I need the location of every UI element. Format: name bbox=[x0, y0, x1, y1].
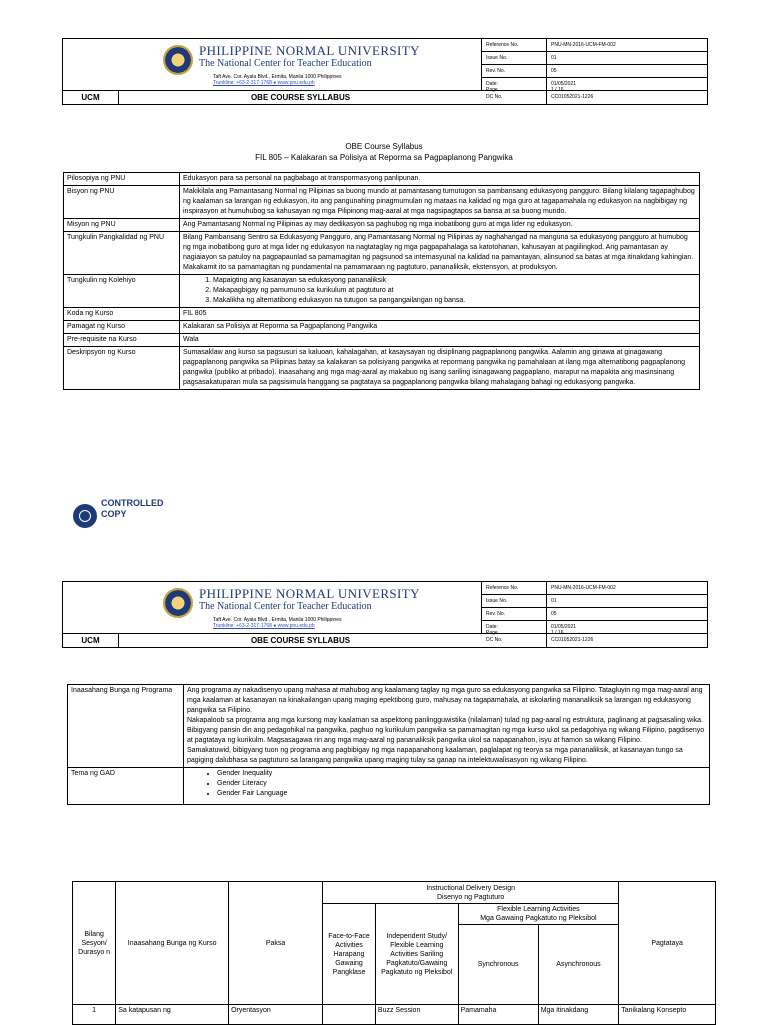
university-subtitle: The National Center for Teacher Education bbox=[199, 58, 372, 69]
meta-row: Reference No. PNU-MN-2016-UCM-FM-002 bbox=[482, 39, 707, 52]
program-table bbox=[67, 684, 710, 805]
gad-list: • Gender Inequality • Gender Literacy • Gender Fair Language bbox=[187, 769, 706, 799]
meta-row: Rev. No. 05 bbox=[482, 65, 707, 78]
table-row: Pilosopiya ng PNU Edukasyon para sa personal na pagbabago at transpormasyong panlipunan. bbox=[64, 173, 700, 186]
page-label: Page bbox=[486, 87, 498, 93]
stamp-seal-icon bbox=[73, 504, 97, 528]
table-row: Tungkulin Pangkalidad ng PNU Bilang Pambansang Sentro sa Edukasyong Pangguro, ang Pamantasang Normal ng Pilipinas ay naghahangad na manguna sa edukasyong pangguro at humubog ng mga inobatibong guro at mga lider ng edukasyon na nagtataglay ng mga pagpapahalaga sa katotohanan, kahusayan at pagiilingkod. Ang pamantasan ay nagiaiayon sa patuloy na pagpapaunlad sa pamamagitan ng pagsunod sa internasyunal na kalidad na pamantayan, alinsunod sa batas at mga itinakdang kahingian. Makakamit ito sa pamamagitan ng pundamental na pamamaraan ng pagtuturo, pananaliksik, ekstensyon, at produksyon. bbox=[64, 232, 700, 275]
ucm-label: UCM bbox=[63, 91, 119, 104]
syllabus-label: OBE COURSE SYLLABUS bbox=[250, 93, 351, 102]
table-row: Misyon ng PNU Ang Pamantasang Normal ng Pilipinas ay may dedikasyon sa paghubog ng mga inobatibong guro at mga lider ng edukasyon. bbox=[64, 219, 700, 232]
document-meta bbox=[482, 39, 707, 104]
university-contact-link[interactable]: Trunkline: +63-2-317-1768 ● www.pnu.edu.ph bbox=[213, 80, 315, 86]
table-row: Bisyon ng PNU Makikilala ang Pamantasang Normal ng Pilipinas sa buong mundo at pamantasang tumutugon sa pambansang edukasyong pangguro. Bilang kilalang tagapaghubog ng kaalaman sa larangan ng edukasyon, ito ang pangunahing pinagmumulan ng mataas na kalidad ng mga guro at tagapamahala ng edukasyon na nagbibigay ng inspirasyon at humuhubog sa kahusayan ng mga Pilipinong mag-aaral at mga nagsipagtapos sa bansa at sa buong mundo. bbox=[64, 186, 700, 219]
header-label-row bbox=[63, 90, 482, 104]
table-row: Pre-requisite na Kurso Wala bbox=[64, 334, 700, 347]
table-row: Koda ng Kurso FIL 805 bbox=[64, 308, 700, 321]
university-name: PHILIPPINE NORMAL UNIVERSITY bbox=[199, 43, 420, 58]
university-seal-icon bbox=[163, 588, 193, 618]
document-header-page2: PHILIPPINE NORMAL UNIVERSITY The National Center for Teacher Education Taft Ave. Cor. Ayala Blvd., Ermita, Manila 1000 Philippines Trunkline: +63-2-317-1768 ● www.pnu.edu.ph UCM OBE COURSE SYLLABUS Reference No. PNU-MN-2016-UCM-FM-002 Issue No. 01 Rev. No. 05 Date: 01/05/2021 1 / 16 Page DC No. CC01052021-1226 bbox=[62, 581, 708, 648]
university-seal-icon bbox=[163, 45, 193, 75]
page-number: 1 / 16 bbox=[551, 87, 564, 93]
meta-row: Issue No. 01 bbox=[482, 52, 707, 65]
university-address: Taft Ave. Cor. Ayala Blvd., Ermita, Manila 1000 Philippines Trunkline: +63-2-317-1768 ● www.pnu.edu.ph bbox=[213, 74, 342, 86]
meta-row: Date: 01/05/2021 1 / 16 Page bbox=[482, 78, 707, 91]
document-title: OBE Course Syllabus bbox=[345, 142, 423, 151]
meta-row: DC No. CC01052021-1226 bbox=[482, 91, 707, 104]
table-row: Deskripsyon ng Kurso Sumasaklaw ang kurso sa pagsusuri sa kaluoan, kahalagahan, at kasaysayan ng disiplinang pagpaplanong pangwika. Aalamin ang ginawa at ginagawang pagpaplanong pangwika sa Pilipinas batay sa kalakaran sa polisiyang pangwika at repormang pangwika ng pamahalaan at ilang mga alternatibong pagpaplanong pangwika (publiko at pribado). Inaasahang ang mga mag-aaral ay makabuo ng isang sariling isinagawang pagpaplano, maraput na mapakita ang masinsinang pagsasakatuparan mula sa pagsisimula hanggang sa pagtataya sa pagpaplanong pangwika bilang mahalagang bahagi ng edukasyong pangwika. bbox=[64, 347, 700, 390]
table-row: 1 Sa katapusan ng Oryentasyon Buzz Session Pamamaha Mga itinakdang Tanikalang Konsepto bbox=[73, 1005, 716, 1025]
table-row: Tema ng GAD • Gender Inequality • Gender Literacy • Gender Fair Language bbox=[68, 768, 710, 805]
instructional-design-table: Bilang Sesyon/ Durasyo n Inaasahang Bunga ng Kurso Paksa Instructional Delivery Design Disenyo ng Pagtuturo Pagtataya Face-to-Face Activities Harapang Gawaing Pangklase Independent Study/ Flexible Learning Activities Sariling Pagkatuto/Gawaing Pagkatuto ng Pleksibol Flexible Learning Activities Mga Gawaing Pagkatuto ng Pleksibol Synchronous Asynchronous 1 Sa katapusan ng Oryentasyon Buzz Session Pamamaha Mga itinakdang Tanikalang Konsepto bbox=[72, 881, 716, 1025]
table-row: Pamagat ng Kurso Kalakaran sa Polisiya at Reporma sa Pagpaplanong Pangwika bbox=[64, 321, 700, 334]
table-row: Tungkulin ng Kolehiyo 1. Mapaigting ang kasanayan sa edukasyong pananaliksik 2. Makapagbigay ng pamumuno sa kurikulum at pagtuturo at 3. Makalikha ng alternatibong edukasyon na tutugon sa pangangailangan ng bansa. bbox=[64, 275, 700, 308]
document-subtitle: FIL 805 – Kalakaran sa Polisiya at Reporma sa Pagpaplanong Pangwika bbox=[255, 153, 513, 162]
document-header bbox=[62, 38, 708, 105]
university-banner bbox=[63, 39, 482, 90]
college-duties-list: 1. Mapaigting ang kasanayan sa edukasyong pananaliksik 2. Makapagbigay ng pamumuno sa kurikulum at pagtuturo at 3. Makalikha ng alternatibong edukasyon na tutugon sa pangangailangan ng bansa. bbox=[183, 276, 696, 306]
university-contact-link[interactable]: Trunkline: +63-2-317-1768 ● www.pnu.edu.ph bbox=[213, 623, 315, 629]
table-row: Inaasahang Bunga ng Programa Ang programa ay nakadisenyo upang mahasa at mahubog ang kaalamang taglay ng mga guro sa edukasyong pangwika sa Filipino. Tatagluyin ng mga mag-aaral ang mga kaalaman at kasanayan na kinakailangan upang maging epektibong guro, mahusay na tagapamahala, at iskolarling mananaliksik sa larangan ng edukasyong pangwika sa Filipino. Nakapaloob sa programa ang mga kursong may kaalaman sa aspektong panlingguwistika (nilalaman) tulad ng pag-aaral ng estruktura, paglinang at pagsasaling wika. Bibigyang pansin din ang pedagohikal na pangwika, paghuo ng kurikulum pangwika sa pamamagitan ng mga kurso ukol sa pedagohiya ng wikang Filipino, pagdisenyo at pagtataya ng kurikulm. Magsasagawa rin ang mga mag-aaral ng pananaliksik pangwika ukol sa napapanahon, isyu at hamon sa wikang Filipino. Samakatuwid, bibigyang tuon ng programa ang pagbibigay ng mga napapanahong kaalaman, paglalapat ng teorya sa mga pananaliksik, at kasanayan tungo sa pagiging dalubhasa sa pagtuturo sa larangang pangwika upang maging tulay sa ganap na intelektuwalisasyon ng wikang Filipino. bbox=[68, 685, 710, 768]
course-info-table bbox=[63, 172, 700, 390]
